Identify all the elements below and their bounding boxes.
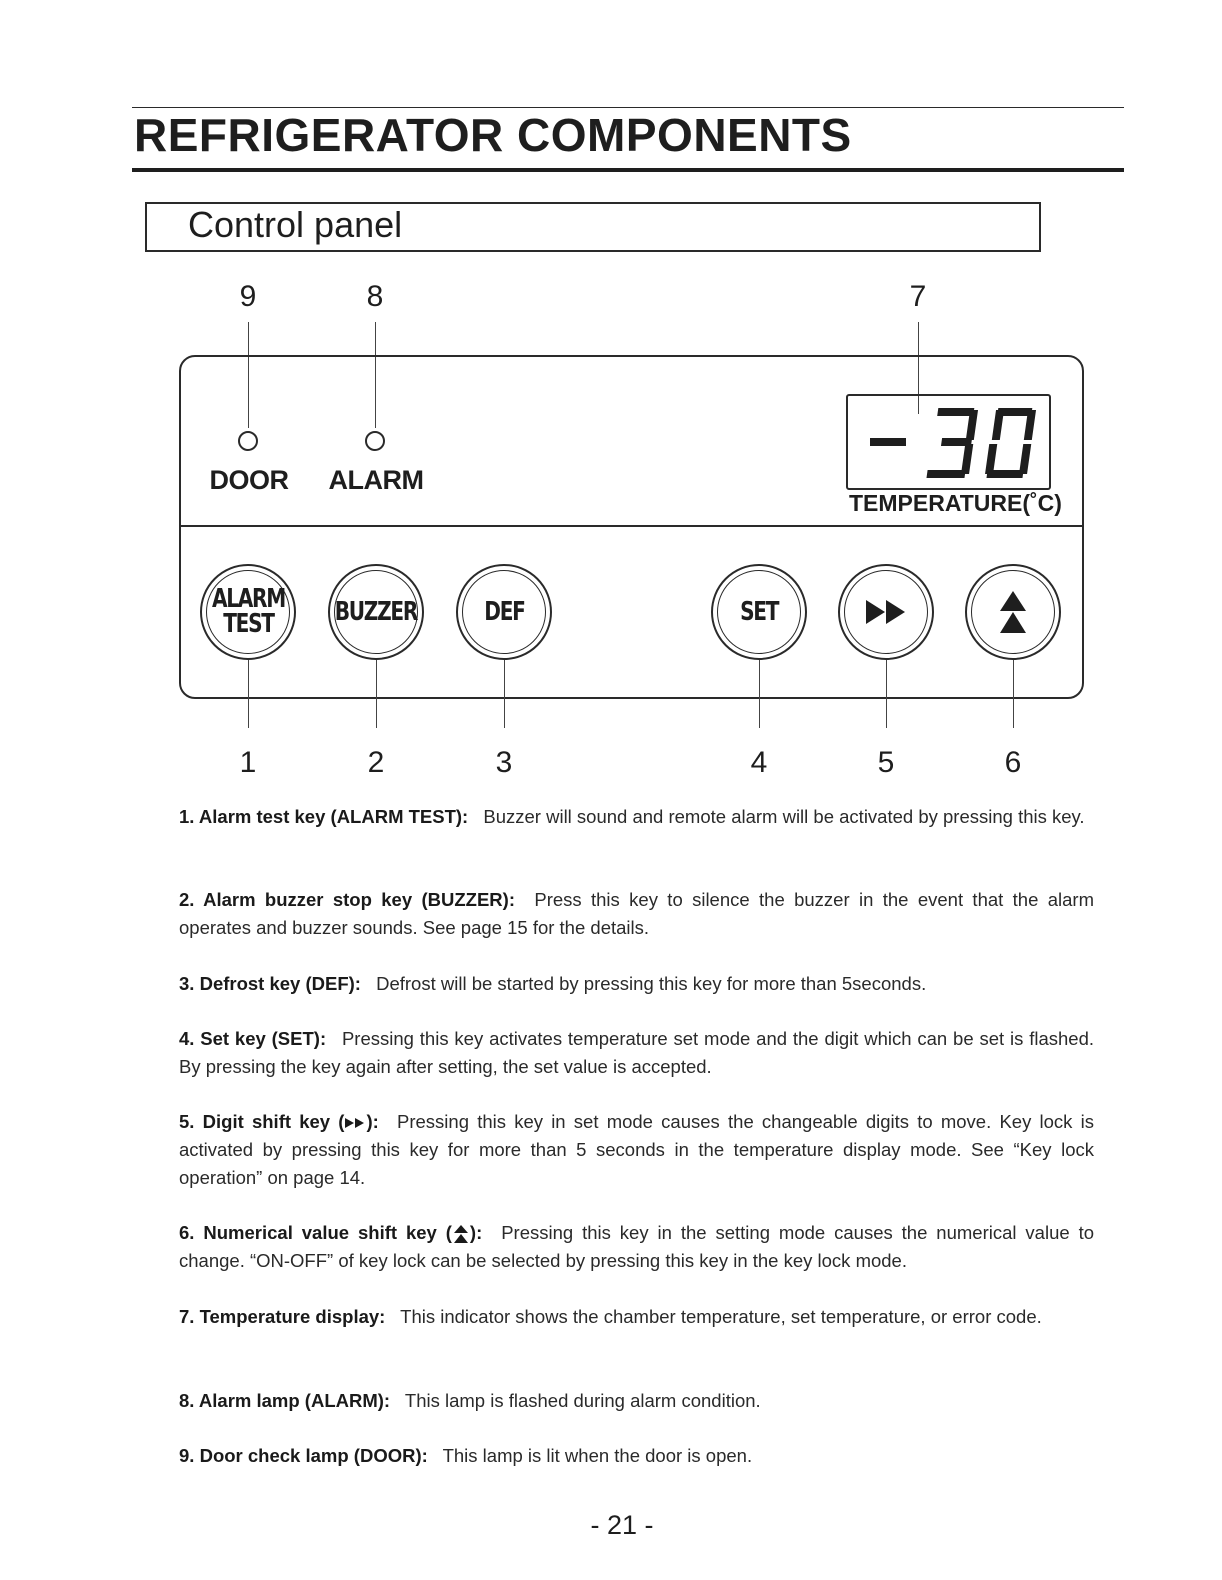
leader-line-4 [759,660,760,728]
numerical-value-shift-key[interactable] [965,564,1061,660]
callout-7: 7 [909,280,927,313]
header-top-rule [132,107,1124,108]
leader-line-1 [248,660,249,728]
door-lamp-icon [238,431,258,451]
door-lamp-label: DOOR [209,465,289,495]
description-6: 6. Numerical value shift key ( ): Pressing this key in the setting mode causes the numerical value to change. “ON-OFF” of key lock can be selected by pressing this key in the key lock mode. [179,1222,1095,1271]
panel-divider [179,525,1084,527]
description-4: 4. Set key (SET): Pressing this key activates temperature set mode and the digit which can be set is flashed. By pressing the key again after setting, the set value is accepted. [179,1028,1095,1077]
defrost-key-label: DEF [483,596,525,627]
leader-line-2 [376,660,377,728]
description-3: 3. Defrost key (DEF): Defrost will be started by pressing this key for more than 5seconds. [179,973,927,994]
description-1: 1. Alarm test key (ALARM TEST): Buzzer will sound and remote alarm will be activated by pressing this key. [179,806,1085,827]
callout-1: 1 [239,746,257,779]
callout-8: 8 [366,280,384,313]
description-2: 2. Alarm buzzer stop key (BUZZER): Press this key to silence the buzzer in the event that the alarm operates and buzzer sounds. See page 15 for the details. [179,889,1094,938]
temperature-label: TEMPERATURE(˚C) [849,490,1062,516]
page-title: REFRIGERATOR COMPONENTS [134,109,852,161]
alarm-lamp-label: ALARM [328,465,424,495]
temperature-display [846,394,1051,490]
callout-6: 6 [1004,746,1022,779]
description-7: 7. Temperature display: This indicator shows the chamber temperature, set temperature, or error code. [179,1306,1042,1327]
page-number: - 21 - [590,1510,654,1540]
double-triangle-up-icon [998,589,1028,635]
leader-line-6 [1013,660,1014,728]
set-key-label: SET [739,596,779,627]
leader-line-3 [504,660,505,728]
section-title: Control panel [188,204,403,245]
defrost-key[interactable] [456,564,552,660]
alarm-test-key-label: ALARM TEST [211,584,285,639]
description-5: 5. Digit shift key ( ): Pressing this key in set mode causes the changeable digits to move. Key lock is activated by pressing this key for more than 5 seconds in the temperature display mode. See “Key lock operation” on page 14. [179,1111,1094,1188]
alarm-lamp-icon [365,431,385,451]
double-triangle-up-icon [452,1224,470,1244]
double-triangle-right-icon [344,1116,366,1130]
callout-3: 3 [495,746,513,779]
double-triangle-right-icon [864,598,908,626]
header-bottom-rule [132,168,1124,172]
digit-shift-key[interactable] [838,564,934,660]
buzzer-key-label: BUZZER [334,596,418,627]
callout-5: 5 [877,746,895,779]
description-8: 8. Alarm lamp (ALARM): This lamp is flashed during alarm condition. [179,1390,761,1411]
callout-9: 9 [239,280,257,313]
alarm-test-key[interactable] [200,564,296,660]
callout-4: 4 [750,746,768,779]
callout-2: 2 [367,746,385,779]
description-9: 9. Door check lamp (DOOR): This lamp is lit when the door is open. [179,1445,753,1466]
buzzer-key[interactable] [328,564,424,660]
set-key[interactable] [711,564,807,660]
seven-segment-readout [848,396,1049,488]
leader-line-5 [886,660,887,728]
